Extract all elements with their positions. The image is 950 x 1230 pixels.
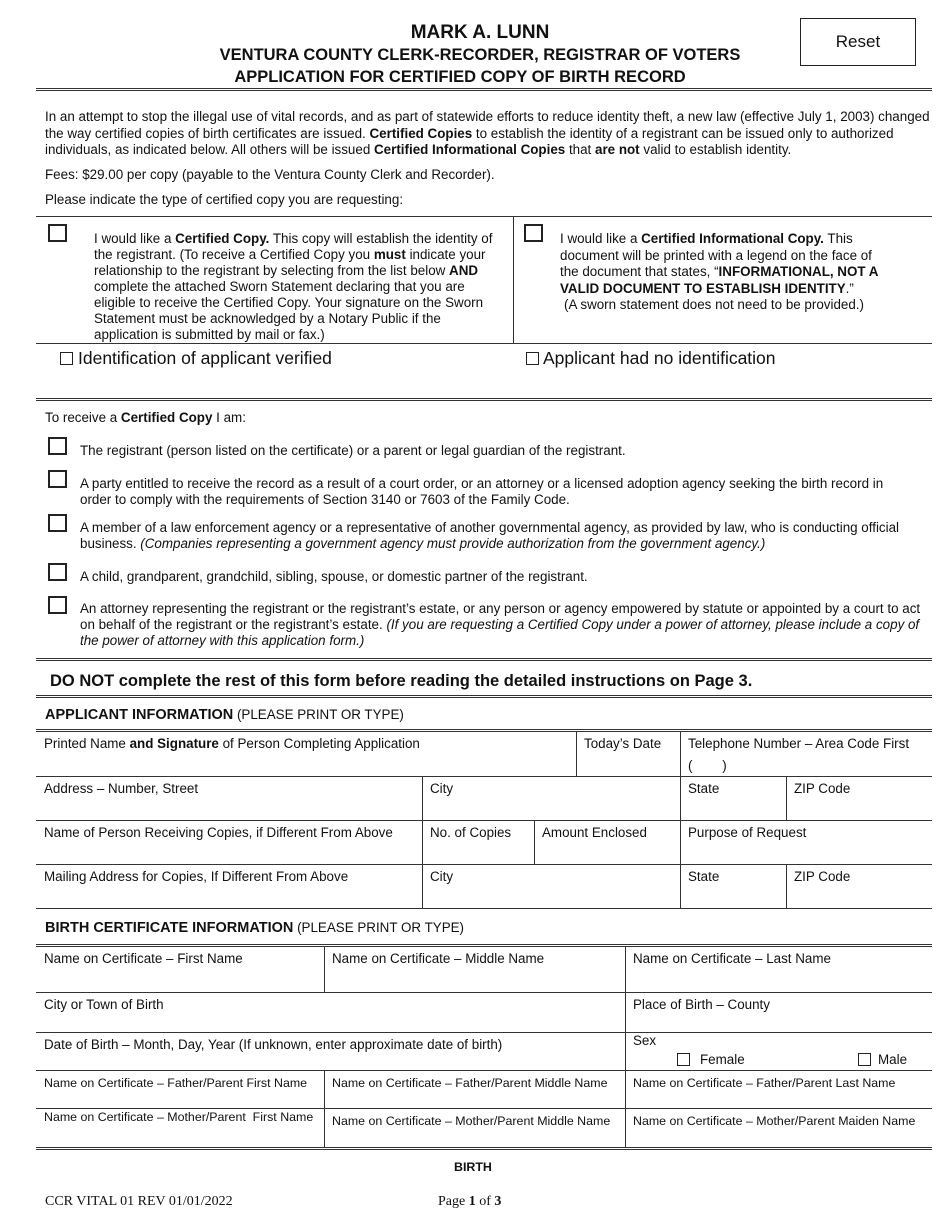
zip-label: ZIP Code: [794, 781, 851, 796]
certified-text: complete the attached Sworn Statement declaring that you are eligible to receive the Certified Copy. Your signature on the Sworn Statement must be acknowledged by a Notary Public if the application is submitted by mail or fax.): [94, 279, 484, 342]
mother-maiden-label: Name on Certificate – Mother/Parent Maiden Name: [633, 1114, 916, 1128]
warning-text: DO NOT complete the rest of this form before reading the detailed instructions on Page 3.: [50, 672, 753, 690]
printed-name-label-bold: and Signature: [129, 736, 219, 751]
father-first-field[interactable]: [36, 1070, 324, 1108]
header-office: VENTURA COUNTY CLERK-RECORDER, REGISTRAR OF VOTERS: [219, 46, 741, 64]
birth-heading-title: BIRTH CERTIFICATE INFORMATION: [45, 920, 294, 936]
header-divider: [36, 88, 932, 91]
county-of-birth-label: Place of Birth – County: [633, 997, 770, 1012]
last-name-label: Name on Certificate – Last Name: [633, 951, 831, 966]
printed-name-label: Printed Name: [44, 736, 130, 751]
printed-name-field[interactable]: [36, 731, 576, 776]
dob-label: Date of Birth – Month, Day, Year (If unknown, enter approximate date of birth): [44, 1037, 503, 1052]
applicant-heading-note: (PLEASE PRINT OR TYPE): [233, 707, 404, 722]
page-of: of: [475, 1194, 495, 1209]
male-checkbox[interactable]: [858, 1053, 871, 1066]
eligibility-lead: [45, 410, 246, 426]
birth-heading-note: (PLEASE PRINT OR TYPE): [293, 920, 465, 935]
receiver-name-field[interactable]: [36, 820, 422, 864]
state-label: State: [688, 781, 720, 796]
todays-date-label: Today’s Date: [584, 736, 662, 751]
eligibility-option-5-text: An attorney representing the registrant or the registrant’s estate, or any person or agency empowered by statute or appointed by a court to act on behalf of the registrant or the registrant’s estate.: [80, 601, 921, 632]
eligibility-option-2: A party entitled to receive the record as a result of a court order, or an attorney or a licensed adoption agency seeking the birth record in order to comply with the requirements of Section 3140 or 7603 of the Family Code.: [80, 476, 884, 507]
city-of-birth-field[interactable]: [36, 992, 625, 1032]
father-last-field[interactable]: [625, 1070, 932, 1108]
mailing-address-label: Mailing Address for Copies, If Different From Above: [44, 869, 349, 884]
purpose-field[interactable]: [680, 820, 932, 864]
dob-field[interactable]: [36, 1032, 625, 1070]
father-middle-label: Name on Certificate – Father/Parent Middle Name: [332, 1076, 608, 1090]
female-label: Female: [700, 1052, 745, 1067]
mother-first-label: Name on Certificate – Mother/Parent First Name: [44, 1110, 314, 1124]
informational-copy-text: [560, 231, 890, 314]
eligibility-checkbox-1[interactable]: [48, 437, 67, 455]
fees-text: Fees: $29.00 per copy (payable to the Ventura County Clerk and Recorder).: [45, 167, 495, 182]
informational-copy-checkbox[interactable]: [524, 224, 543, 242]
city2-label: City: [430, 869, 454, 884]
county-of-birth-field[interactable]: [625, 992, 932, 1032]
birth-heading: [45, 920, 464, 936]
mailing-address-field[interactable]: [36, 864, 422, 908]
telephone-area-code: ( ): [688, 758, 727, 773]
certified-copy-text: [94, 231, 504, 343]
intro-bold-certified: Certified Copies: [369, 125, 473, 141]
eligibility-option-1: The registrant (person listed on the certificate) or a parent or legal guardian of the registrant.: [80, 443, 626, 458]
form-title: APPLICATION FOR CERTIFIED COPY OF BIRTH RECORD: [234, 68, 686, 86]
header-name: MARK A. LUNN: [410, 22, 550, 43]
copy-type-bottom: [36, 343, 932, 344]
first-name-field[interactable]: [36, 946, 324, 992]
purpose-label: Purpose of Request: [688, 825, 807, 840]
informational-bold: Certified Informational Copy.: [641, 231, 824, 246]
amount-enclosed-label: Amount Enclosed: [542, 825, 647, 840]
certified-bold: Certified Copy.: [175, 231, 270, 246]
eligibility-option-5: [80, 601, 930, 649]
page-total: 3: [494, 1194, 502, 1209]
zip-field[interactable]: [786, 776, 932, 820]
eligibility-checkbox-4[interactable]: [48, 563, 67, 581]
informational-note: (A sworn statement does not need to be provided.): [564, 297, 864, 312]
reset-button[interactable]: Reset: [800, 18, 916, 66]
certified-bold-must: must: [373, 247, 406, 262]
last-name-field[interactable]: [625, 946, 932, 992]
footer-section-label: BIRTH: [454, 1160, 492, 1174]
telephone-field[interactable]: [680, 731, 932, 776]
eligibility-lead-text: To receive a: [45, 410, 121, 425]
eligibility-option-3-note: (Companies representing a government agency must provide authorization from the government agency.): [140, 536, 766, 551]
eligibility-checkbox-5[interactable]: [48, 596, 67, 614]
warning-top-divider: [36, 658, 932, 661]
applicant-heading-title: APPLICANT INFORMATION: [45, 707, 234, 723]
no-id-checkbox[interactable]: [526, 352, 539, 365]
intro-bold-not: are not: [595, 142, 640, 157]
warning-bottom-divider: [36, 695, 932, 698]
no-copies-field[interactable]: [422, 820, 534, 864]
eligibility-lead-bold: Certified Copy: [120, 410, 213, 425]
state2-field[interactable]: [680, 864, 786, 908]
no-id-label: Applicant had no identification: [543, 348, 776, 368]
eligibility-checkbox-2[interactable]: [48, 470, 67, 488]
intro-bold-informational: Certified Informational Copies: [374, 142, 566, 157]
informational-text: I would like a: [560, 231, 642, 246]
page-label: Page: [438, 1194, 469, 1209]
printed-name-label: of Person Completing Application: [218, 736, 420, 751]
certified-copy-checkbox[interactable]: [48, 224, 67, 242]
male-label: Male: [878, 1052, 908, 1067]
informational-legend: INFORMATIONAL, NOT A VALID DOCUMENT TO ESTABLISH IDENTITY: [560, 264, 878, 296]
zip2-label: ZIP Code: [794, 869, 851, 884]
eligibility-option-3: [80, 520, 930, 552]
mother-middle-label: Name on Certificate – Mother/Parent Middle Name: [332, 1114, 611, 1128]
eligibility-checkbox-3[interactable]: [48, 514, 67, 532]
eligibility-option-4: A child, grandparent, grandchild, sibling, spouse, or domestic partner of the registrant.: [80, 569, 588, 584]
eligibility-option-5-note: (If you are requesting a Certified Copy under a power of attorney, please include a copy of the power of attorney with this application form.): [80, 617, 920, 648]
intro-text: to establish the identity of a registrant can be issued only to authorized individuals, as indicated below. All others will be issued: [45, 125, 894, 157]
father-last-label: Name on Certificate – Father/Parent Last Name: [633, 1076, 896, 1090]
father-first-label: Name on Certificate – Father/Parent First Name: [44, 1076, 308, 1090]
city-label: City: [430, 781, 454, 796]
informational-text: This document will be printed with a legend on the face of the document that states, “: [560, 231, 872, 279]
intro-text: In an attempt to stop the illegal use of vital records, and as part of statewide efforts to reduce identity theft, a new law (effective July 1, 2003) changed the way certified copies of birth certificates are issued.: [45, 109, 930, 141]
copy-type-divider: [513, 216, 514, 343]
zip2-field[interactable]: [786, 864, 932, 908]
father-middle-field[interactable]: [324, 1070, 625, 1108]
certified-text: I would like a: [94, 231, 176, 246]
telephone-label: Telephone Number – Area Code First: [688, 736, 910, 751]
intro-text: that: [565, 142, 595, 157]
mother-maiden-field[interactable]: [625, 1108, 932, 1147]
id-verified-checkbox[interactable]: [60, 352, 73, 365]
address-field[interactable]: [36, 776, 422, 820]
female-checkbox[interactable]: [677, 1053, 690, 1066]
section-divider: [36, 398, 932, 401]
page-current: 1: [468, 1194, 476, 1209]
mother-first-field[interactable]: [36, 1104, 324, 1147]
state-field[interactable]: [680, 776, 786, 820]
receiver-name-label: Name of Person Receiving Copies, if Different From Above: [44, 825, 393, 840]
informational-text: .”: [845, 280, 854, 296]
address-label: Address – Number, Street: [44, 781, 199, 796]
todays-date-field[interactable]: [576, 731, 680, 776]
certified-bold-and: AND: [449, 263, 479, 278]
eligibility-option-3-text: A member of a law enforcement agency or a representative of another governmental agency, as provided by law, who is conducting official business.: [80, 520, 900, 551]
applicant-table-bottom: [36, 908, 932, 909]
eligibility-lead-text: I am:: [212, 410, 246, 425]
intro-paragraph: [45, 109, 930, 159]
copy-type-top: [36, 216, 932, 217]
middle-name-label: Name on Certificate – Middle Name: [332, 951, 545, 966]
intro-text: valid to establish identity.: [639, 142, 792, 157]
state2-label: State: [688, 869, 720, 884]
middle-name-field[interactable]: [324, 946, 625, 992]
city-of-birth-label: City or Town of Birth: [44, 997, 164, 1012]
indicate-text: Please indicate the type of certified copy you are requesting:: [45, 192, 404, 207]
page-number: [438, 1194, 501, 1210]
certified-text: This copy will establish the identity of the registrant. (To receive a Certified Copy you: [94, 231, 493, 262]
applicant-heading: [45, 707, 404, 723]
city-field[interactable]: [422, 776, 680, 820]
amount-enclosed-field[interactable]: [534, 820, 680, 864]
mother-middle-field[interactable]: [324, 1108, 625, 1147]
city2-field[interactable]: [422, 864, 680, 908]
first-name-label: Name on Certificate – First Name: [44, 951, 243, 966]
no-copies-label: No. of Copies: [430, 825, 512, 840]
id-verified-label: Identification of applicant verified: [78, 348, 332, 368]
sex-label: Sex: [633, 1033, 657, 1048]
certified-text: indicate your relationship to the registrant by selecting from the list below: [94, 247, 486, 278]
form-code: CCR VITAL 01 REV 01/01/2022: [45, 1194, 233, 1209]
birth-table-bottom: [36, 1147, 932, 1150]
